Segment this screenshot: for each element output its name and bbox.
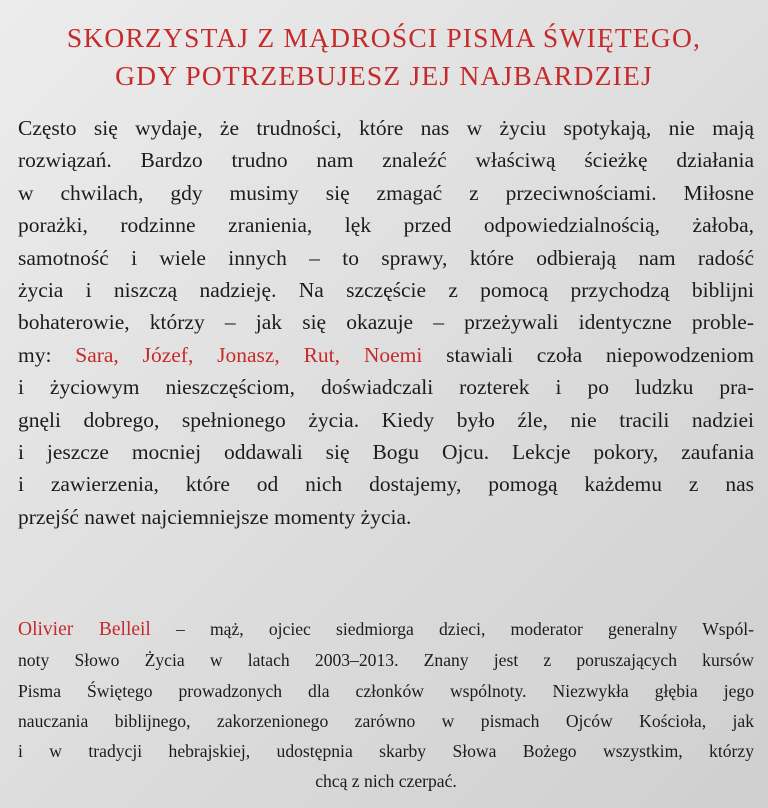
- bio-line: Pisma Świętego prowadzonych dla członków wspólnoty. Niezwykła głębia jego: [18, 680, 754, 701]
- description-line: samotność i wiele innych – to sprawy, które odbierają nam radość: [18, 245, 754, 270]
- bio-line: i w tradycji hebrajskiej, udostępnia skarby Słowa Bożego wszystkim, którzy: [18, 741, 754, 762]
- author-bio: [18, 614, 754, 797]
- description-line-with-names: [18, 339, 754, 371]
- description-line: gnęli dobrego, spełnionego życia. Kiedy było źle, nie tracili nadziei: [18, 407, 754, 432]
- description-line: życia i niszczą nadzieję. Na szczęście z pomocą przychodzą biblijni: [18, 278, 754, 303]
- headline-line-1: SKORZYSTAJ Z MĄDROŚCI PISMA ŚWIĘTEGO,: [66, 22, 702, 53]
- biblical-names: Sara, Józef, Jonasz, Rut, Noemi: [75, 342, 423, 367]
- description-line: w chwilach, gdy musimy się zmagać z przeciwnościami. Miłosne: [18, 180, 754, 205]
- description-line: bohaterowie, którzy – jak się okazuje – przeżywali identyczne proble-: [18, 310, 754, 335]
- author-name: Olivier Belleil: [18, 619, 151, 640]
- description-line: przejść nawet najciemniejsze momenty życia.: [18, 504, 412, 529]
- bio-line: chcą z nich czerpać.: [315, 771, 457, 792]
- description-line: porażki, rodzinne zranienia, lęk przed odpowiedzialnością, żałoba,: [18, 213, 754, 238]
- bio-line: nauczania biblijnego, zakorzenionego zarówno w pismach Ojców Kościoła, jak: [18, 710, 754, 731]
- description-line: i jeszcze mocniej oddawali się Bogu Ojcu. Lekcje pokory, zaufania: [18, 440, 754, 465]
- description-line: i zawierzenia, które od nich dostajemy, pomogą każdemu z nas: [18, 472, 754, 497]
- description-line: Często się wydaje, że trudności, które nas w życiu spotykają, nie mają: [18, 116, 754, 140]
- headline-line-2: GDY POTRZEBUJESZ JEJ NAJBARDZIEJ: [115, 60, 653, 91]
- bio-line-with-author: [18, 614, 754, 645]
- bio-line-rest: – mąż, ojciec siedmiorga dzieci, moderator generalny Wspól-: [150, 619, 754, 639]
- description-line: rozwiązań. Bardzo trudno nam znaleźć właściwą ścieżkę działania: [18, 148, 754, 173]
- line-prefix: my:: [18, 342, 76, 367]
- description-line: i życiowym nieszczęściom, doświadczali rozterek i po ludzku pra-: [18, 375, 754, 400]
- line-suffix: stawiali czoła niepowodzeniom: [422, 342, 754, 367]
- description-paragraph: [18, 112, 754, 533]
- bio-line: noty Słowo Życia w latach 2003–2013. Znany jest z poruszających kursów: [18, 650, 754, 671]
